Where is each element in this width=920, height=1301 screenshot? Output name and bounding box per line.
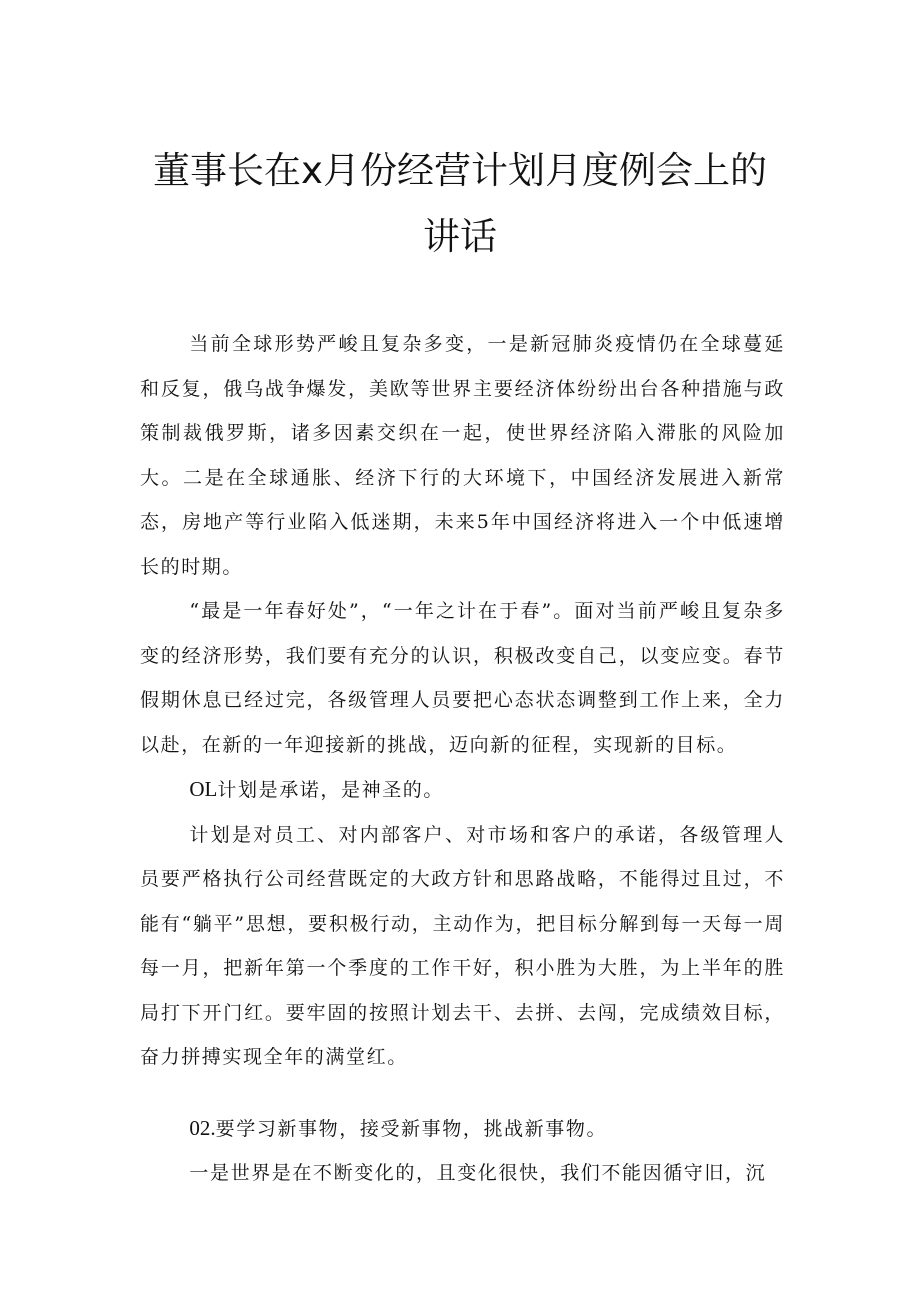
section-gap xyxy=(140,1080,785,1106)
section-heading-2-text: 要学习新事物，接受新事物，挑战新事物。 xyxy=(215,1117,608,1140)
paragraph-changing-world: 一是世界是在不断变化的，且变化很快，我们不能因循守旧，沉 xyxy=(189,1162,767,1184)
document-title: 董事长在x月份经营计划月度例会上的讲话 xyxy=(153,149,767,258)
document-body xyxy=(140,322,785,1196)
paragraph-plan-commitment: 计划是对员工、对内部客户、对市场和客户的承诺，各级管理人员要严格执行公司经营既定的大政方针和思路战略，不能得过且过，不能有“躺平”思想，要积极行动，主动作为，把目标分解到每一天每一周每一月，把新年第一个季度的工作干好，积小胜为大胜，为上半年的胜局打下开门红。要牢固的按照计划去干、去拼、去闯，完成绩效目标，奋力拼搏实现全年的满堂红。 xyxy=(140,823,785,1068)
paragraph-global-situation: 当前全球形势严峻且复杂多变，一是新冠肺炎疫情仍在全球蔓延和反复，俄乌战争爆发，美欧等世界主要经济体纷纷出台各种措施与政策制裁俄罗斯，诸多因素交织在一起，使世界经济陷入滞胀的风险加大。二是在全球通胀、经济下行的大环境下，中国经济发展进入新常态，房地产等行业陷入低迷期，未来5年中国经济将进入一个中低速增长的时期。 xyxy=(140,333,785,578)
paragraph-spring-plan: “最是一年春好处”，“一年之计在于春”。面对当前严峻且复杂多变的经济形势，我们要有充分的认识，积极改变自己，以变应变。春节假期休息已经过完，各级管理人员要把心态状态调整到工作上来，全力以赴，在新的一年迎接新的挑战，迈向新的征程，实现新的目标。 xyxy=(140,600,785,756)
section-heading-1 xyxy=(140,767,785,813)
section-heading-1-number: OL xyxy=(189,777,218,801)
section-heading-2-number: 02. xyxy=(189,1115,216,1140)
section-heading-1-text: 计划是承诺，是神圣的。 xyxy=(217,779,444,801)
section-heading-2 xyxy=(140,1106,785,1152)
